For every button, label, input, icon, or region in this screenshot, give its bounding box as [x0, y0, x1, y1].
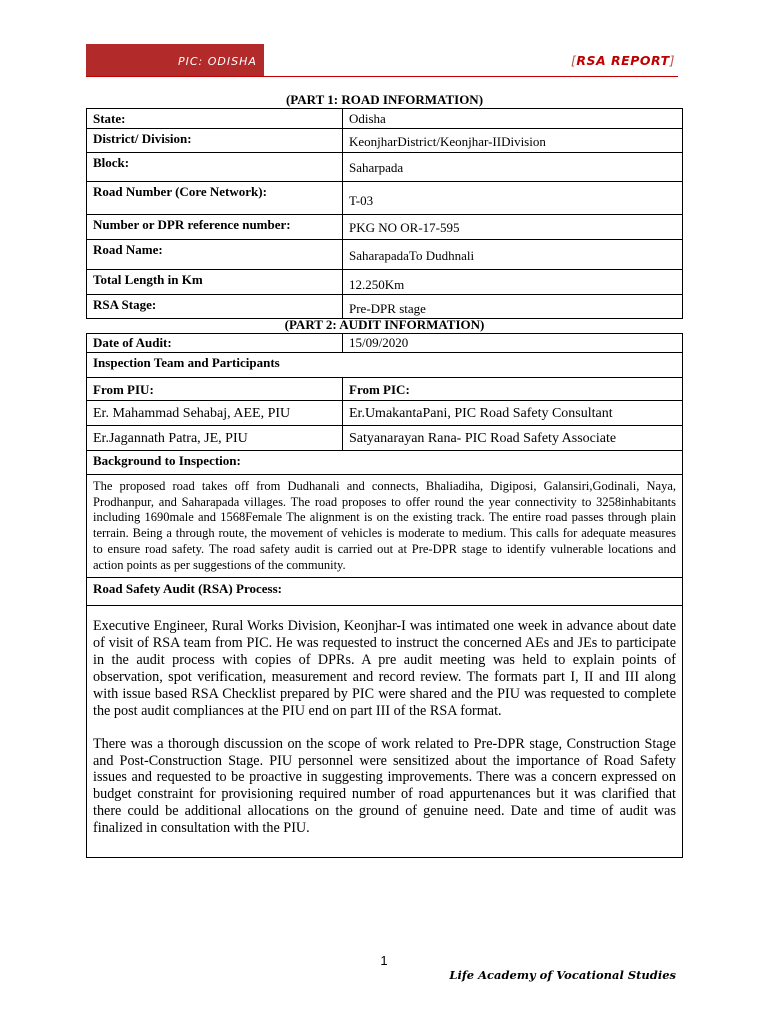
table-row [87, 401, 683, 426]
row-key: Block: [87, 153, 343, 182]
row-value: Pre-DPR stage [343, 295, 683, 319]
road-info-table [86, 108, 683, 319]
table-row [87, 109, 683, 129]
header-left-label: PIC: ODISHA [178, 55, 257, 68]
team-piu-member: Er.Jagannath Patra, JE, PIU [87, 426, 343, 451]
row-value: T-03 [343, 182, 683, 215]
table-row [87, 426, 683, 451]
part1-title: (PART 1: ROAD INFORMATION) [285, 92, 484, 107]
table-row [87, 451, 683, 475]
process-text [87, 606, 683, 858]
table-row [87, 240, 683, 270]
table-row [87, 606, 683, 858]
table-row [87, 475, 683, 578]
date-value: 15/09/2020 [343, 334, 683, 353]
header-rule [86, 76, 678, 77]
part2-title: (PART 2: AUDIT INFORMATION) [284, 317, 485, 332]
row-value: Odisha [343, 109, 683, 129]
background-text: The proposed road takes off from Dudhanali and connects, Bhaliadiha, Digiposi, Galansiri,Godinali, Naya, Prodhanpur, and Saharapada villages. The road proposes to offer round the year connectivity to 3258inhabitants including 1690male and 1568Female The alignment is on the existing track. The entire road passes through plain terrain. Being a through route, the movement of vehicles is moderate to medium. This calls for adequate measures to ensure road safety. The road safety audit is carried out at Pre-DPR stage to identify vulnerable locations and action points as per suggestions of the community. [87, 475, 683, 578]
bracket-open: [ [571, 53, 577, 68]
table-row [87, 182, 683, 215]
from-piu-label: From PIU: [87, 378, 343, 401]
report-title: RSA REPORT [576, 53, 670, 68]
table-row [87, 129, 683, 153]
from-pic-label: From PIC: [343, 378, 683, 401]
row-value: PKG NO OR-17-595 [343, 215, 683, 240]
row-key: Road Name: [87, 240, 343, 270]
table-row [87, 153, 683, 182]
table-row [87, 215, 683, 240]
process-paragraph: Executive Engineer, Rural Works Division, Keonjhar-I was intimated one week in advance about date of visit of RSA team from PIC. He was requested to instruct the concerned AEs and JEs to participate in the audit process with copies of DPRs. A pre audit meeting was held to explain points of observation, spot verification, measurement and record review. The formats part I, II and III along with issue based RSA Checklist prepared by PIC were shared and the PIU was requested to complete the post audit compliances at the PIU end on part III of the RSA format. [93, 618, 676, 719]
footer-org: Life Academy of Vocational Studies [449, 968, 676, 982]
table-row [87, 334, 683, 353]
table-row [87, 295, 683, 319]
table-row [87, 378, 683, 401]
row-value: Saharpada [343, 153, 683, 182]
bracket-close: ] [669, 53, 675, 68]
process-paragraph: There was a thorough discussion on the scope of work related to Pre-DPR stage, Construction Stage and Post-Construction Stage. PIU personnel were sensitized about the importance of Road Safety issues and requested to be proactive in suggesting improvements. There was a concern expressed on budget constraint for provisioning required number of road appurtenances but it was clarified that there could be additional allocations on the ground of genuine need. Date and time of audit was finalized in consultation with the PIU. [93, 735, 676, 837]
team-heading: Inspection Team and Participants [87, 353, 683, 378]
background-heading: Background to Inspection: [87, 451, 683, 475]
team-piu-member: Er. Mahammad Sehabaj, AEE, PIU [87, 401, 343, 426]
team-pic-member: Er.UmakantaPani, PIC Road Safety Consultant [343, 401, 683, 426]
audit-info-table [86, 333, 683, 858]
header-right-label [571, 53, 675, 68]
date-label: Date of Audit: [87, 334, 343, 353]
row-key: Road Number (Core Network): [87, 182, 343, 215]
row-key: Number or DPR reference number: [87, 215, 343, 240]
row-value: SaharapadaTo Dudhnali [343, 240, 683, 270]
row-value: 12.250Km [343, 270, 683, 295]
page-number: 1 [380, 953, 388, 968]
team-pic-member: Satyanarayan Rana- PIC Road Safety Associate [343, 426, 683, 451]
row-key: Total Length in Km [87, 270, 343, 295]
table-row [87, 270, 683, 295]
row-value: KeonjharDistrict/Keonjhar-IIDivision [343, 129, 683, 153]
table-row [87, 353, 683, 378]
process-heading: Road Safety Audit (RSA) Process: [87, 578, 683, 606]
row-key: RSA Stage: [87, 295, 343, 319]
row-key: District/ Division: [87, 129, 343, 153]
row-key: State: [87, 109, 343, 129]
table-row [87, 578, 683, 606]
